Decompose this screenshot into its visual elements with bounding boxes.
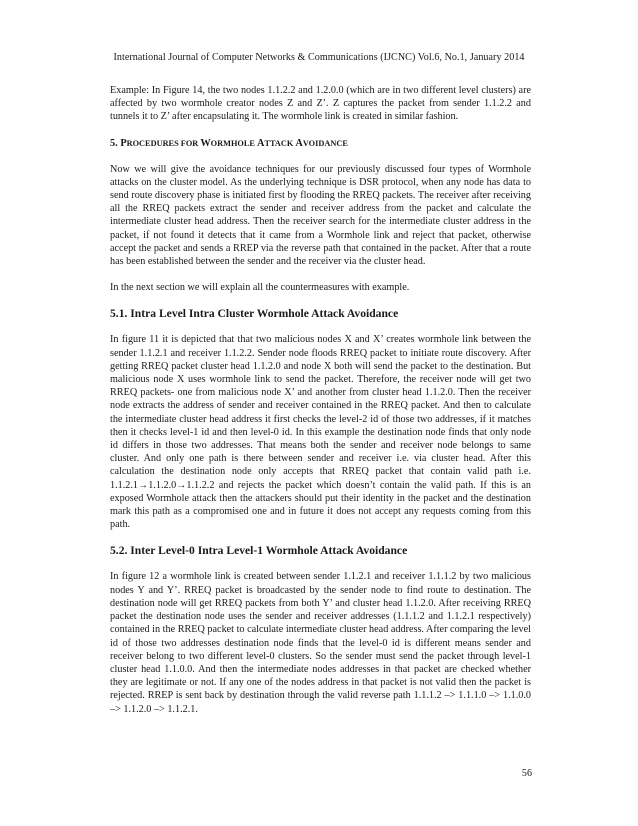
- section-5-paragraph-2: In the next section we will explain all the countermeasures with example.: [110, 282, 410, 294]
- intro-paragraph: Example: In Figure 14, the two nodes 1.1.2.2 and 1.2.0.0 (which are in two different level clusters) are affected by two wormhole creator nodes Z and Z’. Z captures the packet from sender 1.1.2.2 and tunnels it to Z’ after encapsulating it. The wormhole link is created in similar fashion.: [110, 85, 531, 123]
- running-header: International Journal of Computer Networks & Communications (IJCNC) Vol.6, No.1, January 2014: [113, 52, 525, 63]
- section-5-title-part: P: [120, 137, 127, 149]
- section-5-number: 5.: [110, 137, 118, 149]
- section-5-title-part: ORMHOLE: [210, 138, 257, 148]
- section-5-title: [120, 138, 348, 149]
- section-5-title-part: A: [257, 137, 265, 149]
- section-5-paragraph-1: Now we will give the avoidance techniques for our previously discussed four types of Wormhole attacks on the cluster model. As the underlying technique is DSR protocol, when any node has data to send route discovery phase is initiated first by flooding the RREQ packets. The receiver after receiving all the RREQ packets extract the sender and receiver address from the packet and calculate the intermediate cluster head address. Then the receiver search for the intermediate cluster address in the packet, if not found it detects that it came from a Wormhole link and reject that packet, otherwise accept the packet and sends a RREP via the reverse path that contained in the packet. After that a route has been established between the sender and the receiver via the cluster head.: [110, 163, 531, 268]
- section-5-title-part: VOIDANCE: [302, 138, 348, 148]
- page-number: 56: [521, 768, 532, 779]
- section-5-heading: [110, 137, 531, 150]
- section-5-1-paragraph: In figure 11 it is depicted that that two malicious nodes X and X’ creates wormhole link between the sender 1.1.2.1 and receiver 1.1.2.2. Sender node floods RREQ packet to initiate route discovery. After getting RREQ packet cluster head 1.1.2.0 and node X both will send the packet to the destination. But malicious node X uses wormhole link to send the packet. Therefore, the receiver node will get two RREQ packets- one from malicious node X’ and another from cluster head 1.1.2.0. Then the receiver node extracts the address of sender and receiver contained in the RREQ packet. And then to calculate the intermediate cluster head address it first checks the level-2 id of those two addresses, if it matches then it checks level-1 id and then level-0 id. In this example the destination node finds that only node id differs in those two addresses. That means both the sender and receiver node belongs to same cluster. And only one path is there between sender and receiver i.e. via cluster head. After this calculation the destination node only accepts that RREQ packet that contain valid path i.e. 1.1.2.1→1.1.2.0→1.1.2.2 and rejects the packet which doesn’t contain the valid path. If this is an exposed Wormhole attack then the attackers should put their identity in the packet and the destination mark this path as a compromised one and in future it does not accept any requests coming from this path.: [110, 334, 531, 531]
- section-5-1-heading: 5.1. Intra Level Intra Cluster Wormhole Attack Avoidance: [110, 307, 399, 321]
- section-5-title-part: TTACK: [264, 138, 296, 148]
- section-5-title-part: A: [295, 137, 303, 149]
- section-5-2-heading: 5.2. Inter Level-0 Intra Level-1 Wormhole Attack Avoidance: [110, 544, 408, 558]
- section-5-2-paragraph: In figure 12 a wormhole link is created between sender 1.1.2.1 and receiver 1.1.1.2 by two malicious nodes Y and Y’. RREQ packet is broadcasted by the sender node to find route to destination. The destination node will get RREQ packets from both Y’ and cluster head 1.1.2.0. After receiving RREQ packet the destination node uses the sender and receiver addresses (1.1.1.2 and 1.1.2.1 respectively) contained in the RREQ packet to calculate intermediate cluster head address. After comparing the level id of those two addresses destination node finds that the level-0 id is different means sender and receiver belong to two different level-0 clusters. So the sender must send the packet through level-1 cluster head 1.1.0.0. And then the intermediate nodes addresses in that packet are checked whether they are legitimate or not. If any one of the nodes address in that packet is not valid then the packet is rejected. RREP is sent back by destination through the valid reverse path 1.1.1.2 –> 1.1.1.0 –> 1.1.0.0 –> 1.1.2.0 –> 1.1.2.1.: [110, 571, 531, 715]
- section-5-title-part: W: [200, 137, 211, 149]
- section-5-title-part: ROCEDURES FOR: [126, 138, 201, 148]
- page-body: [110, 84, 531, 716]
